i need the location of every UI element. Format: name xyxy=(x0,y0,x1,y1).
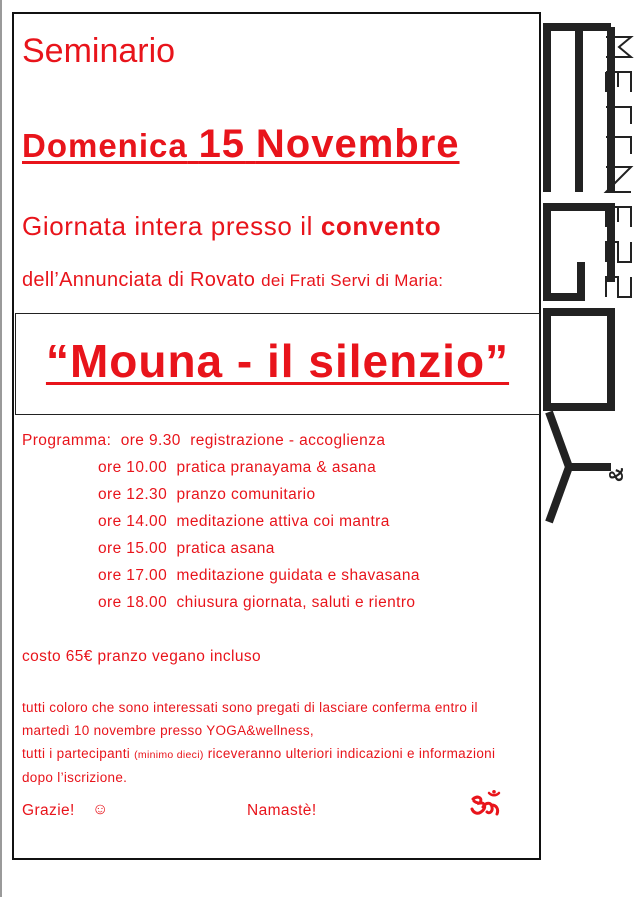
note-text: riceveranno ulteriori indicazioni e informazioni xyxy=(203,746,496,761)
program-time: ore 15.00 xyxy=(98,540,168,557)
location-convento: convento xyxy=(320,211,442,241)
yoga-wellness-logo xyxy=(541,12,636,542)
program-row-2 xyxy=(98,486,316,504)
program-row-6 xyxy=(98,594,415,612)
location-line-2 xyxy=(22,269,443,292)
program-time: ore 9.30 xyxy=(120,432,181,449)
om-symbol-icon xyxy=(468,790,502,820)
location-frati: dei Frati Servi di Maria: xyxy=(261,271,444,290)
program-row-0 xyxy=(22,432,385,450)
program-row-1 xyxy=(98,459,376,477)
page-edge xyxy=(0,0,2,897)
note-minimum: (minimo dieci) xyxy=(134,749,204,761)
date-day: 15 xyxy=(198,122,246,166)
seminar-title: “Mouna - il silenzio” xyxy=(45,335,510,387)
date-month: Novembre xyxy=(255,122,460,166)
program-time: ore 18.00 xyxy=(98,594,168,611)
program-time: ore 10.00 xyxy=(98,459,168,476)
note-line-4: dopo l’iscrizione. xyxy=(22,770,128,785)
note-line-1: tutti coloro che sono interessati sono pregati di lasciare conferma entro il xyxy=(22,700,478,715)
program-activity: pratica pranayama & asana xyxy=(176,459,377,476)
note-line-2: martedì 10 novembre presso YOGA&wellness, xyxy=(22,723,314,738)
logo-ampersand: & xyxy=(606,467,628,482)
location-text: Giornata intera presso il xyxy=(22,211,321,241)
event-date xyxy=(22,122,460,167)
program-label: Programma: xyxy=(22,432,112,449)
program-row-4 xyxy=(98,540,275,558)
title-box xyxy=(15,313,540,415)
program-activity: pratica asana xyxy=(176,540,275,557)
program-time: ore 17.00 xyxy=(98,567,168,584)
cost-line: costo 65€ pranzo vegano incluso xyxy=(22,648,262,665)
smiley-icon: ☺ xyxy=(92,801,109,818)
namaste-text: Namastè! xyxy=(247,802,317,819)
note-text: tutti i partecipanti xyxy=(22,746,135,761)
date-weekday: Domenica xyxy=(22,127,188,164)
program-activity: pranzo comunitario xyxy=(176,486,316,503)
program-activity: registrazione - accoglienza xyxy=(190,432,386,449)
program-time: ore 12.30 xyxy=(98,486,168,503)
location-line-1 xyxy=(22,211,441,242)
thanks-text: Grazie! xyxy=(22,802,75,819)
note-line-3 xyxy=(22,746,495,761)
program-row-3 xyxy=(98,513,390,531)
program-activity: chiusura giornata, saluti e rientro xyxy=(176,594,416,611)
program-activity: meditazione guidata e shavasana xyxy=(176,567,420,584)
location-annunciata: dell’Annunciata di Rovato xyxy=(22,269,262,291)
heading-seminario: Seminario xyxy=(22,32,176,70)
flyer-page xyxy=(12,12,541,860)
program-row-5 xyxy=(98,567,420,585)
program-time: ore 14.00 xyxy=(98,513,168,530)
program-activity: meditazione attiva coi mantra xyxy=(176,513,390,530)
